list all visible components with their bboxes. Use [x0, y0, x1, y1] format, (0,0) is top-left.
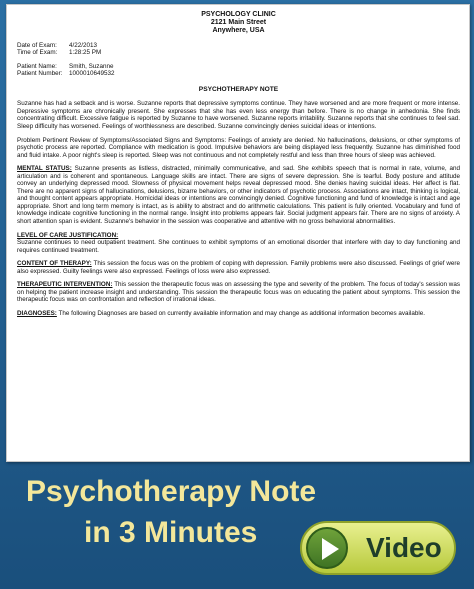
patient-number-row [17, 70, 460, 78]
diagnoses-text: The following Diagnoses are based on currently available information and may change as additional information becomes available. [56, 309, 426, 317]
document-page [6, 4, 470, 462]
level-of-care-heading: LEVEL OF CARE JUSTIFICATION: [17, 231, 119, 239]
content-of-therapy-heading: CONTENT OF THERAPY: [17, 260, 92, 268]
content-of-therapy-text: This session the focus was on the problem of coping with depression. Family problems were also discussed. Feelings of grief were also expressed. Guilty feelings were also expressed. Feelings of loss were also expressed. [17, 260, 460, 275]
level-of-care-text: Suzanne continues to need outpatient treatment. She continues to exhibit symptoms of an emotional disorder that interfere with day to day functioning and requires continued treatment. [17, 239, 460, 254]
clinic-name: PSYCHOLOGY CLINIC [201, 11, 276, 18]
review-paragraph: Problem Pertinent Review of Symptoms/Associated Signs and Symptoms: Feelings of anxiety are denied. No hallucinations, delusions, or other symptoms of psychotic process are reported. Compliance with medication is good. Impulsive behaviors are being displayed less frequently. Suzanne has diminished food and fluid intake. A poor night's sleep is reported. Sleep was not continuous and not completely restful and less than three hours of sleep was achieved. [17, 136, 460, 159]
diagnoses-section [17, 310, 460, 318]
patient-info [17, 63, 460, 78]
exam-time-row [17, 49, 460, 57]
exam-date-value: 4/22/2013 [69, 41, 98, 49]
content-of-therapy-section [17, 260, 460, 275]
patient-number-label: Patient Number: [17, 70, 63, 78]
play-icon [306, 527, 348, 569]
exam-date-row [17, 42, 460, 50]
patient-name-label: Patient Name: [17, 62, 57, 70]
video-button-label: Video [366, 532, 442, 563]
video-button[interactable] [300, 521, 456, 575]
patient-name-row [17, 63, 460, 71]
mental-status-heading: MENTAL STATUS: [17, 165, 72, 173]
play-triangle [322, 538, 339, 560]
note-title: PSYCHOTHERAPY NOTE [198, 85, 279, 93]
symptoms-paragraph: Suzanne has had a setback and is worse. Suzanne reports that depressive symptoms continue. They have worsened and are more frequent or more intense. Depressive symptoms are chronically present. She expresses that she has even less energy than before. There is no change in anhedonia. She finds concentrating difficult. Excessive fatigue is reported by Suzanne to have worsened. Suzanne reports irritability. Suzanne reports that she continues to feel sad. Sleep difficulty has worsened. Feelings of worthlessness are described. Suzanne convincingly denies suicidal ideas or intentions. [17, 100, 460, 130]
exam-time-label: Time of Exam: [17, 49, 58, 57]
clinic-city: Anywhere, USA [212, 27, 265, 35]
exam-date-label: Date of Exam: [17, 41, 57, 49]
mental-status-section [17, 165, 460, 225]
promo-banner [0, 462, 474, 589]
therapeutic-intervention-text: This session the therapeutic focus was on assessing the type and severity of the problem. The focus of today's session was on helping the patient increase insight and understanding. This session the therapeutic focus was on educating the patient about symptoms. This session the therapeutic focus was on confrontation and reflection of irrational ideas. [17, 281, 460, 304]
therapeutic-intervention-heading: THERAPEUTIC INTERVENTION: [17, 281, 113, 289]
mental-status-text: Suzanne presents as listless, distracted, minimally communicative, and sad. She exhibits speech that is normal in rate, volume, and articulation and is coherent and spontaneous. Language skills are intact. There are signs of severe depression. She is tearful. Body posture and attitude convey an underlying depressed mood. Slowness of physical movement helps reveal depressed mood. She denies having suicidal ideas. Her affect is flat. There are no apparent signs of hallucinations, delusions, bizarre behaviors, or other indicators of psychotic process. Associations are intact, thinking is logical, and thought content appears appropriate. Homicidal ideas or intentions are convincingly denied. Cognitive functioning and fund of knowledge is intact and age appropriate. Short and long term memory is intact, as is ability to abstract and do arithmetic calculations. This patient is fully oriented. Vocabulary and fund of knowledge indicate cognitive functioning in the normal range. Insight into problems appears fair. Social judgment appears fair. There are no signs of anxiety. A short attention span is evident. Suzanne's behavior in the session was cooperative and attentive with no gross behavioral abnormalities. [17, 165, 460, 225]
diagnoses-heading: DIAGNOSES: [17, 309, 57, 317]
exam-meta [17, 42, 460, 57]
patient-name-value: Smith, Suzanne [69, 62, 114, 70]
banner-title-line1: Psychotherapy Note [26, 475, 317, 508]
clinic-address: 2121 Main Street [210, 19, 267, 27]
therapeutic-intervention-section [17, 281, 460, 304]
document-body [7, 5, 469, 317]
patient-number-value: 1000010649532 [69, 70, 115, 78]
exam-time-value: 1:28:25 PM [69, 49, 102, 57]
banner-title-line2: in 3 Minutes [84, 516, 258, 549]
